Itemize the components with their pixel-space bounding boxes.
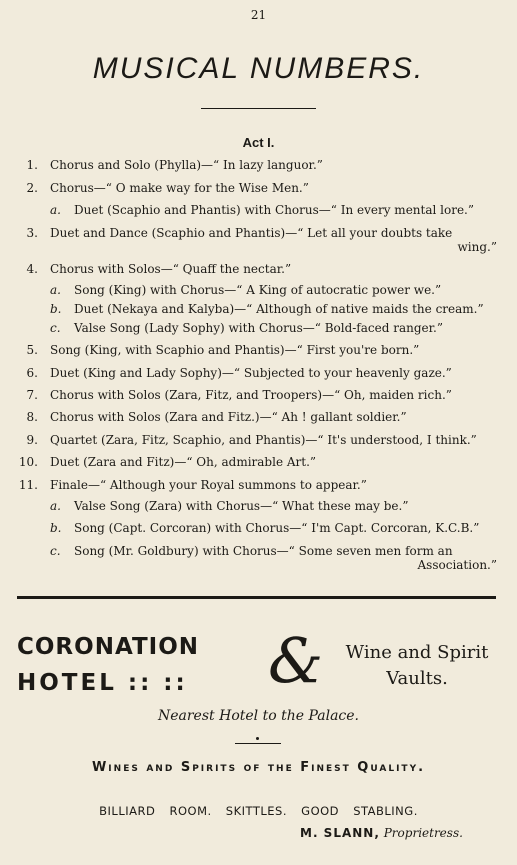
continuation-text: Association.” <box>417 558 497 572</box>
proprietor-line <box>300 826 463 840</box>
item-text: Quartet (Zara, Fitz, Scaphio, and Phantis)—“ It's understood, I think.” <box>50 433 477 447</box>
hotel-tagline: Nearest Hotel to the Palace. <box>157 708 360 724</box>
continuation-text: wing.” <box>457 240 497 254</box>
item-number: 7. <box>26 388 38 402</box>
sub-item-letter: b. <box>50 302 62 316</box>
item-number: 3. <box>26 226 38 240</box>
title-rule <box>201 108 316 109</box>
item-text: Duet (King and Lady Sophy)—“ Subjected to your heavenly gaze.” <box>50 366 452 380</box>
item-number: 9. <box>26 433 38 447</box>
sub-item-letter: a. <box>50 203 61 217</box>
item-text: Duet and Dance (Scaphio and Phantis)—“ Let all your doubts take <box>50 226 453 240</box>
item-number: 2. <box>26 181 38 195</box>
item-text: Song (King, with Scaphio and Phantis)—“ First you're born.” <box>50 343 420 357</box>
sub-item-letter: c. <box>50 321 61 335</box>
proprietor-title: Proprietress. <box>383 826 463 840</box>
wine-vaults-line2: Vaults. <box>386 668 448 689</box>
item-number: 11. <box>18 478 38 492</box>
item-text: Chorus with Solos—“ Quaff the nectar.” <box>50 262 292 276</box>
item-text: Duet (Zara and Fitz)—“ Oh, admirable Art.” <box>50 455 317 469</box>
sub-item-text: Valse Song (Zara) with Chorus—“ What these may be.” <box>74 499 409 513</box>
wine-vaults-line1: Wine and Spirit <box>345 642 489 663</box>
item-number: 8. <box>26 410 38 424</box>
sub-item-text: Duet (Scaphio and Phantis) with Chorus—“ In every mental lore.” <box>74 203 474 217</box>
sub-item-letter: b. <box>50 521 62 535</box>
sub-item-text: Duet (Nekaya and Kalyba)—“ Although of native maids the cream.” <box>74 302 484 316</box>
item-text: Chorus and Solo (Phylla)—“ In lazy languor.” <box>50 158 323 172</box>
hotel-name-line2: HOTEL :: :: <box>17 670 188 696</box>
wines-line: Wines and Spirits of the Finest Quality. <box>91 760 426 775</box>
sub-item-letter: a. <box>50 499 61 513</box>
sub-item-letter: a. <box>50 283 61 297</box>
item-number: 5. <box>26 343 38 357</box>
page-title: MUSICAL NUMBERS. <box>92 52 425 85</box>
sub-item-letter: c. <box>50 544 61 558</box>
proprietor-name: M. SLANN, <box>300 826 380 840</box>
small-rule <box>235 743 281 744</box>
sub-item-text: Song (Mr. Goldbury) with Chorus—“ Some seven men form an <box>74 544 453 558</box>
item-text: Chorus—“ O make way for the Wise Men.” <box>50 181 309 195</box>
item-text: Chorus with Solos (Zara and Fitz.)—“ Ah ! gallant soldier.” <box>50 410 407 424</box>
ampersand-ornament: & <box>268 624 324 697</box>
page-number: 21 <box>250 8 267 22</box>
item-number: 10. <box>18 455 38 469</box>
sub-item-text: Valse Song (Lady Sophy) with Chorus—“ Bold-faced ranger.” <box>74 321 443 335</box>
item-number: 4. <box>26 262 38 276</box>
item-text: Chorus with Solos (Zara, Fitz, and Troopers)—“ Oh, maiden rich.” <box>50 388 452 402</box>
facilities-line: BILLIARD ROOM. SKITTLES. GOOD STABLING. <box>99 804 418 818</box>
item-text: Finale—“ Although your Royal summons to appear.” <box>50 478 367 492</box>
item-number: 1. <box>26 158 38 172</box>
item-number: 6. <box>26 366 38 380</box>
sub-item-text: Song (Capt. Corcoran) with Chorus—“ I'm Capt. Corcoran, K.C.B.” <box>74 521 480 535</box>
hotel-name-line1: CORONATION <box>17 634 200 660</box>
ornament-dot <box>256 737 259 740</box>
sub-item-text: Song (King) with Chorus—“ A King of autocratic power we.” <box>74 283 442 297</box>
section-divider <box>17 596 496 599</box>
act-heading: Act I. <box>242 135 275 150</box>
